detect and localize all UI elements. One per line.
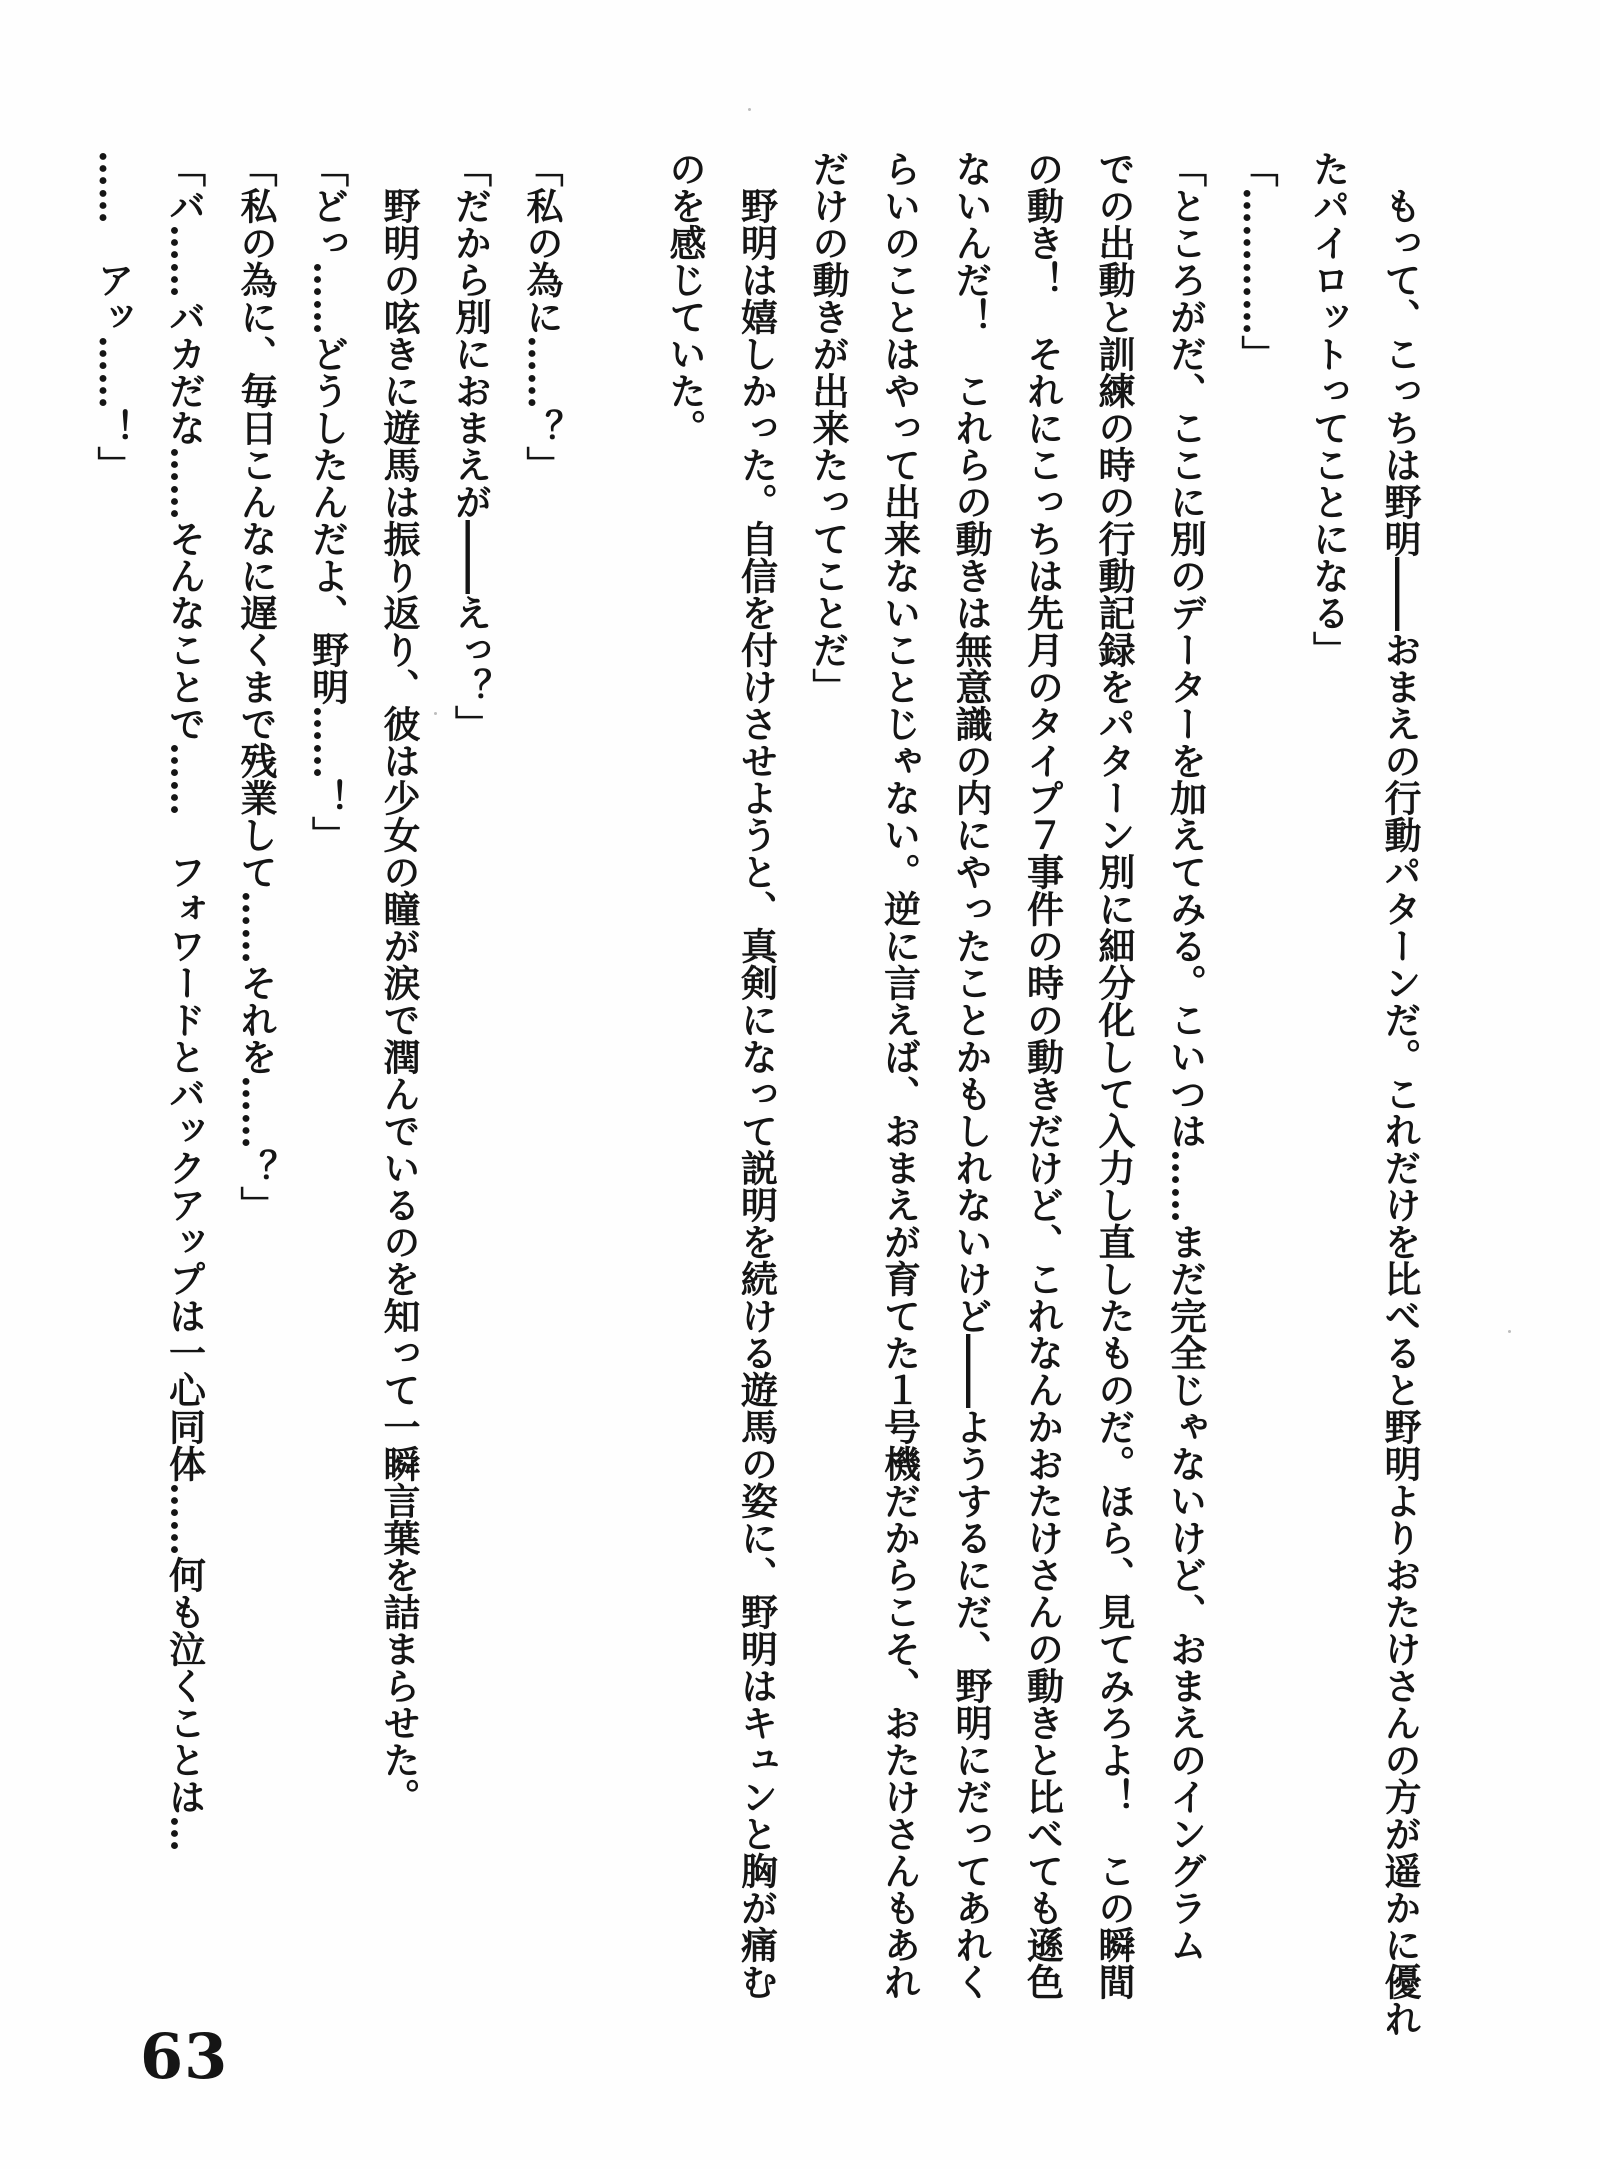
text-column: たパイロットってことになる」 [1306, 150, 1351, 668]
text-column: だけの動きが出来たってことだ」 [806, 150, 850, 705]
text-column: 「…………」 [1235, 150, 1279, 372]
text-column: 「どっ……どうしたんだよ、野明……！」 [305, 150, 350, 853]
paper-speck [1508, 1330, 1511, 1333]
text-column: のを感じていた。 [663, 150, 707, 446]
text-column: 「だから別におまえが――えっ？」 [448, 150, 493, 742]
paper-speck [748, 108, 751, 111]
text-column: での出動と訓練の時の行動記録をパターン別に細分化して入力し直したものだ。ほら、見てみろよ！ この瞬間 [1092, 150, 1136, 2000]
text-column: らいのことはやって出来ないことじゃない。逆に言えば、おまえが育てた１号機だからこそ、おたけさんもあれ [877, 150, 922, 2000]
text-column: 「ところがだ、ここに別のデーターを加えてみる。こいつは……まだ完全じゃないけど、おまえのイングラム [1163, 150, 1208, 1963]
text-column: 「私の為に……？」 [520, 150, 564, 483]
vertical-text-body [91, 150, 1435, 2080]
text-column: ないんだ！ これらの動きは無意識の内にやったことかもしれないけど――ようするにだ、野明にだってあれく [949, 150, 993, 2000]
text-column: …… アッ……！」 [91, 150, 135, 483]
text-column: 野明の呟きに遊馬は振り返り、彼は少女の瞳が涙で潤んでいるのを知って一瞬言葉を詰まらせた。 [377, 187, 421, 1815]
text-column: 「バ……バカだな……そんなことで…… フォワードとバックアップは一心同体……何も泣くことは… [162, 150, 207, 1852]
text-column: 野明は嬉しかった。自信を付けさせようと、真剣になって説明を続ける遊馬の姿に、野明はキュンと胸が痛む [734, 187, 779, 2000]
page-number: 63 [140, 2020, 229, 2093]
text-column: の動き！ それにこっちは先月のタイプ７事件の時の動きだけど、これなんかおたけさんの動きと比べても遜色 [1020, 150, 1065, 2000]
text-column: もって、こっちは野明――おまえの行動パターンだ。これだけを比べると野明よりおたけさんの方が遥かに優れ [1378, 187, 1422, 2037]
text-column: 「私の為に、毎日こんなに遅くまで残業して……それを……？」 [234, 150, 278, 1223]
paper-speck [434, 712, 437, 715]
